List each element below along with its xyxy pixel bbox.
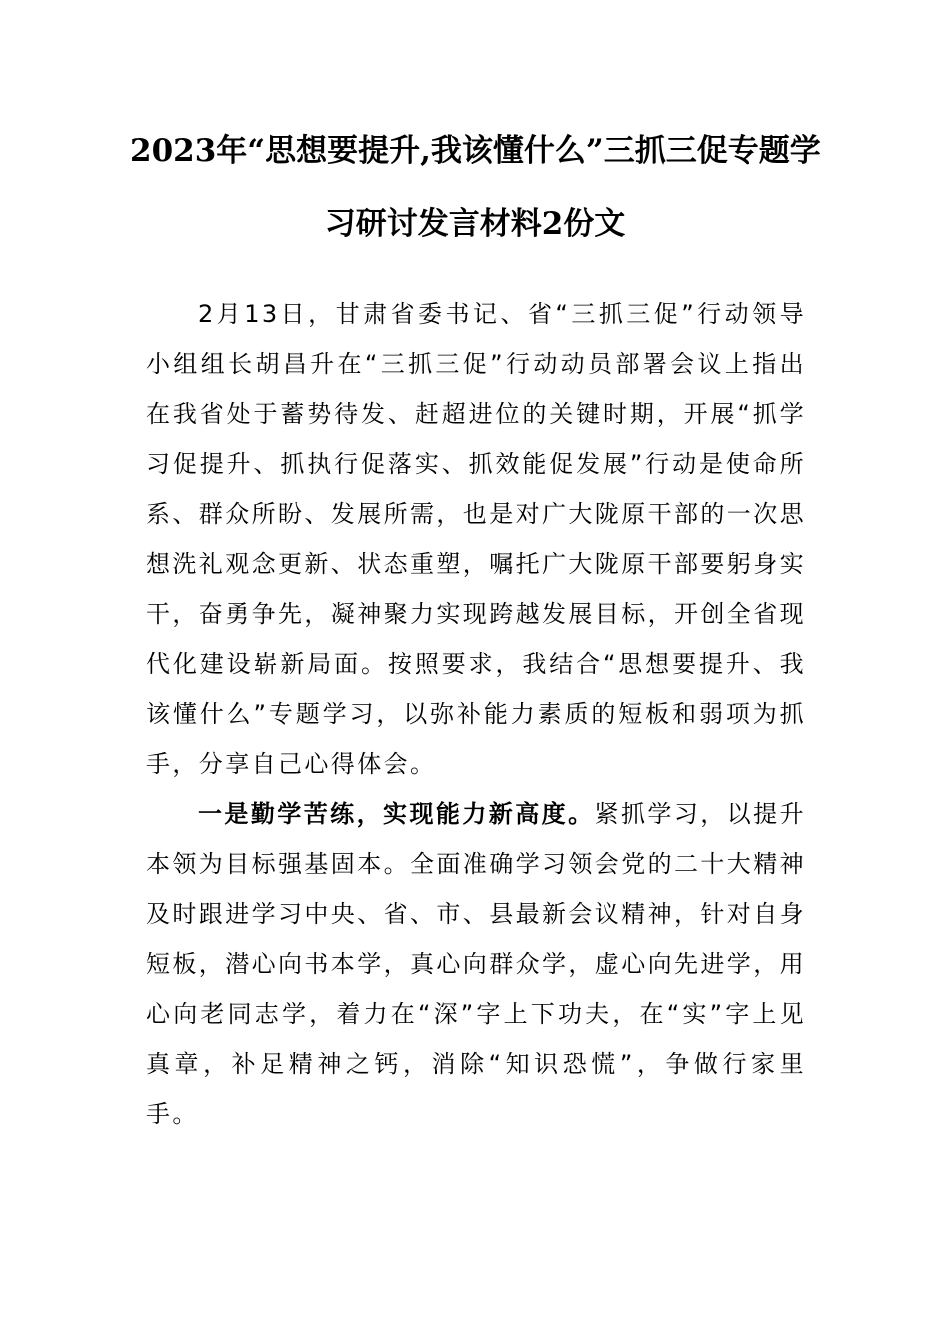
document-title-line-1: 2023年“思想要提升,我该懂什么”三抓三促专题学 (130, 133, 821, 169)
body-paragraph-2 (146, 789, 806, 1139)
paragraph-2-lead-heading: 一是勤学苦练，实现能力新高度。 (198, 800, 595, 828)
body-paragraph-1: 2月13日，甘肃省委书记、省“三抓三促”行动领导小组组长胡昌升在“三抓三促”行动动员部署会议上指出在我省处于蓄势待发、赶超进位的关键时期，开展“抓学习促提升、抓执行促落实、抓效能促发展”行动是使命所系、群众所盼、发展所需，也是对广大陇原干部的一次思想洗礼观念更新、状态重塑，嘱托广大陇原干部要躬身实干，奋勇争先，凝神聚力实现跨越发展目标，开创全省现代化建设崭新局面。按照要求，我结合“思想要提升、我该懂什么”专题学习，以弥补能力素质的短板和弱项为抓手，分享自己心得体会。 (146, 300, 806, 778)
paragraph-2-body: 紧抓学习，以提升本领为目标强基固本。全面准确学习领会党的二十大精神及时跟进学习中央、省、市、县最新会议精神，针对自身短板，潜心向书本学，真心向群众学，虚心向先进学，用心向老同志学，着力在“深”字上下功夫，在“实”字上见真章，补足精神之钙，消除“知识恐慌”，争做行家里手。 (146, 800, 806, 1128)
document-title-line-2: 习研讨发言材料2份文 (324, 206, 626, 242)
